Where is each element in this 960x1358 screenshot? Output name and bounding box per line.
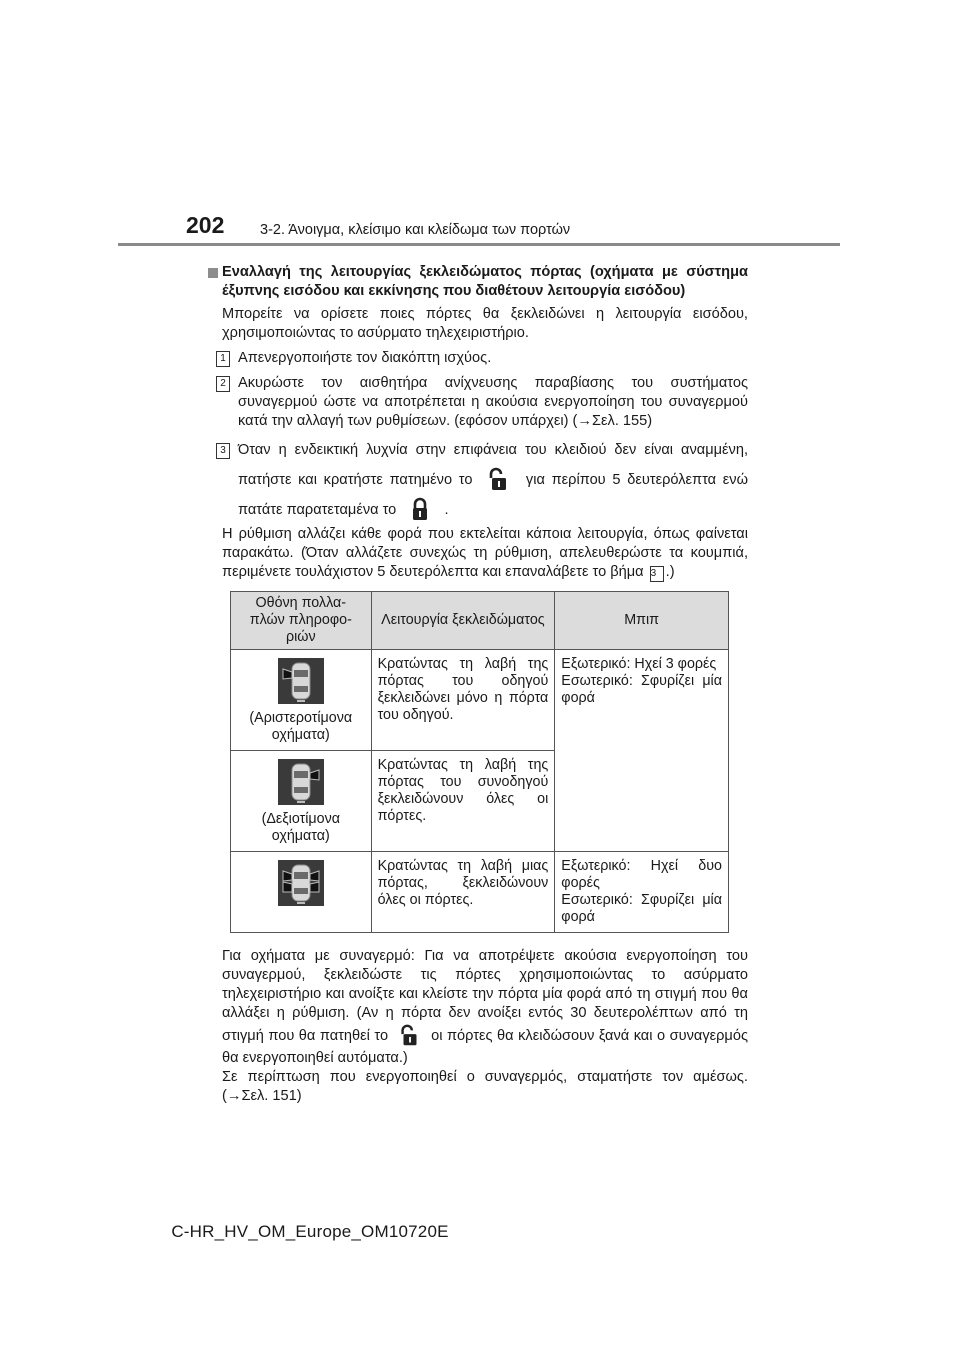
lock-button-icon [406, 496, 434, 524]
table-header-display: Οθόνη πολλα- πλών πληροφο- ριών [231, 592, 372, 650]
note-text-a: Η ρύθμιση αλλάζει κάθε φορά που εκτελείται κάποια λειτουργία, όπως φαίνεται παρακάτω. (Όταν αλλάζετε συνεχώς τη ρύθμιση, απελευθερώστε τα κουμπιά, περιμένετε τουλάχιστον 5 δευτερόλεπτα και επαναλάβετε το βήμα [222, 526, 748, 580]
beep-cell: Εξωτερικό: Ηχεί δυο φορές Εσωτερικό: Σφυρίζει μία φορά [555, 852, 729, 933]
table-row [231, 650, 729, 751]
step-text: Απενεργοποιήστε τον διακόπτη ισχύος. [238, 350, 492, 366]
page-number: 202 [186, 212, 225, 238]
alarm-note-text-a: Για οχήματα με συναγερμό: Για να αποτρέψετε ακούσια ενεργοποίηση του συναγερμού, ξεκλειδώστε τις πόρτες χρησιμοποιώντας το ασύρματο τηλεχειριστήριο και ανοίξτε και κλείστε την πόρτα μία φορά από τη στιγμή που θα αλλάξει η ρύθμιση. (Αν η πόρτα δεν ανοίξει εντός 30 δευτερολέπτων από τη στιγμή που θα πατηθεί το [222, 948, 748, 1044]
unlock-button-icon [397, 1023, 423, 1049]
step-text: Ακυρώστε τον αισθητήρα ανίχνευσης παραβίασης του συστήματος συναγερμού ώστε να αποτρέπεται η ακούσια ενεργοποίηση του συναγερμού κατά την αλλαγή των ρυθμίσεων. (εφόσον υπάρχει) (→Σελ. 155) [238, 375, 748, 429]
display-cell [231, 751, 372, 852]
display-cell [231, 852, 372, 933]
subsection-heading [208, 263, 748, 301]
step-reference: 3 [650, 566, 664, 582]
step-text-a: Όταν η ενδεικτική λυχνία στην επιφάνεια του κλειδιού δεν είναι αναμμένη, πατήστε και κρατήστε πατημένο το [238, 442, 748, 488]
step-number: 2 [216, 376, 230, 392]
step-text-c: . [444, 502, 449, 518]
function-cell: Κρατώντας τη λαβή της πόρτας του οδηγού ξεκλειδώνει μόνο η πόρτα του οδηγού. [371, 650, 555, 751]
car-display-icon [278, 658, 324, 704]
section-title: 3-2. Άνοιγμα, κλείσιμο και κλείδωμα των πορτών [260, 222, 571, 238]
unlock-button-icon [485, 466, 513, 494]
display-cell [231, 650, 372, 751]
table-header-function: Λειτουργία ξεκλειδώματος [371, 592, 555, 650]
step-2 [220, 374, 748, 431]
alarm-note-text-b: οι πόρτες θα κλειδώσουν ξανά και ο συναγερμός θα ενεργοποιηθεί αυτόματα.) [222, 1027, 748, 1066]
function-cell: Κρατώντας τη λαβή μιας πόρτας, ξεκλειδώνουν όλες οι πόρτες. [371, 852, 555, 933]
header-rule [118, 243, 840, 246]
footer-document-code: C-HR_HV_OM_Europe_OM10720E [171, 1222, 449, 1241]
step-number: 3 [216, 443, 230, 459]
page-content [208, 263, 748, 1106]
step-1 [220, 349, 748, 368]
car-display-icon [278, 860, 324, 906]
display-label: (Αριστεροτίμονα οχήματα) [249, 710, 353, 743]
function-cell: Κρατώντας τη λαβή της πόρτας του συνοδηγού ξεκλειδώνουν όλες οι πόρτες. [371, 751, 555, 852]
heading-text: Εναλλαγή της λειτουργίας ξεκλειδώματος πόρτας (οχήματα με σύστημα έξυπνης εισόδου και εκκίνησης που διαθέτουν λειτουργία εισόδου) [222, 264, 748, 299]
table-header-beep: Μπιπ [555, 592, 729, 650]
table-row [231, 852, 729, 933]
display-label: (Δεξιοτίμονα οχήματα) [261, 811, 340, 844]
step-number: 1 [216, 351, 230, 367]
car-display-icon [278, 759, 324, 805]
alarm-stop-note: Σε περίπτωση που ενεργοποιηθεί ο συναγερμός, σταματήστε τον αμέσως. (→Σελ. 151) [222, 1069, 748, 1104]
step-text-b: για περίπου 5 δευτερόλεπτα ενώ πατάτε παρατεταμένα το [238, 472, 748, 518]
alarm-note [222, 947, 748, 1068]
note-paragraph [222, 525, 748, 582]
heading-square-icon [208, 268, 218, 278]
table-header-row [231, 592, 729, 650]
beep-cell: Εξωτερικό: Ηχεί 3 φορές Εσωτερικό: Σφυρίζει μία φορά [555, 650, 729, 852]
intro-paragraph: Μπορείτε να ορίσετε ποιες πόρτες θα ξεκλειδώνει η λειτουργία εισόδου, χρησιμοποιώντας το ασύρματο τηλεχειριστήριο. [222, 306, 748, 341]
note-text-b: .) [665, 564, 675, 580]
step-3 [220, 435, 748, 525]
unlock-mode-table [230, 591, 729, 933]
